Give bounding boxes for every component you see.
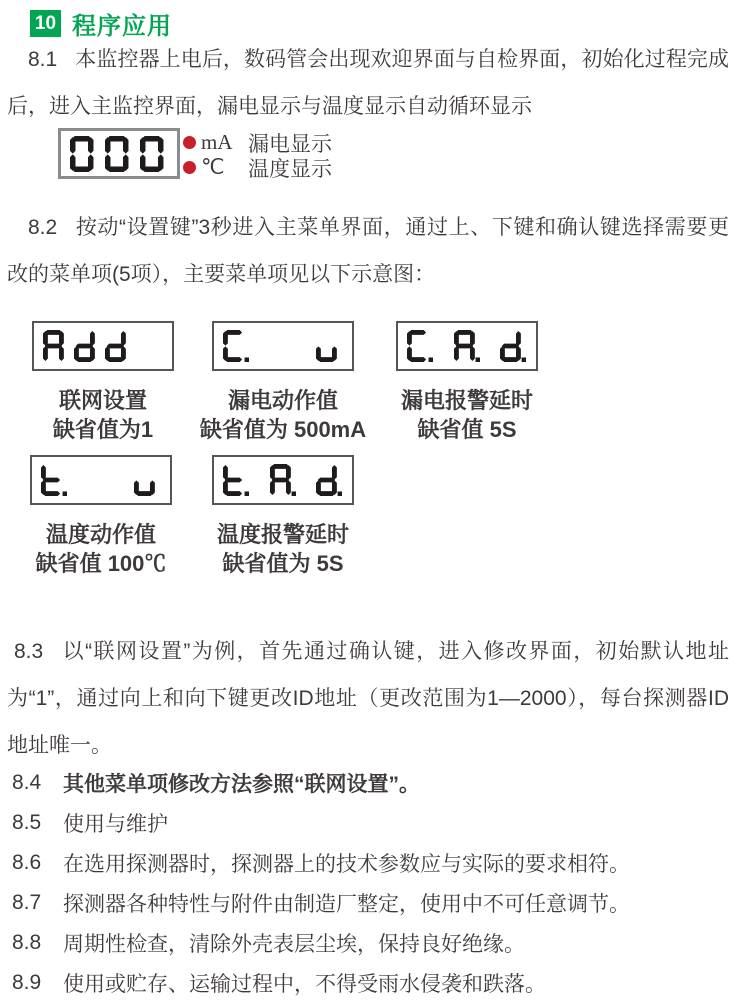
segment-digits (214, 457, 352, 503)
paragraph-text: 本监控器上电后，数码管会出现欢迎界面与自检界面，初始化过程完成后，进入主监控界面，漏电显示与温度显示自动循环显示 (7, 48, 729, 118)
led-dot-icon (183, 136, 196, 149)
menu-item-name: 漏电动作值 (227, 388, 338, 413)
list-item-number: 8.4 (12, 771, 42, 794)
menu-display-item (6, 455, 196, 578)
segment-digits (34, 323, 172, 369)
segment-digit (223, 464, 250, 496)
indicator-label: 温度显示 (248, 157, 332, 181)
menu-display-item (8, 321, 198, 444)
segment-digit (407, 330, 434, 362)
segment-digit (223, 330, 250, 362)
list-item-text: 探测器各种特性与附件由制造厂整定，使用中不可任意调节。 (63, 893, 630, 916)
paragraph-number: 8.1 (28, 48, 58, 71)
segment-digits (32, 457, 170, 503)
segment-digit (270, 330, 297, 362)
list-item (12, 843, 736, 883)
list-item (12, 963, 736, 1003)
segment-digits (398, 323, 536, 369)
instruction-list (12, 763, 736, 1003)
segment-digit (454, 330, 481, 362)
paragraph-text: 按动“设置键”3秒进入主菜单界面，通过上、下键和确认键选择需要更改的菜单项(5项），主要菜单项见以下示意图： (7, 216, 729, 286)
menu-item-name: 温度报警延时 (216, 522, 349, 547)
menu-item-name: 漏电报警延时 (400, 388, 533, 413)
indicator-row (183, 155, 332, 180)
menu-item-name: 温度动作值 (45, 522, 156, 547)
segment-digit (105, 330, 132, 362)
segment-digit (270, 464, 297, 496)
menu-item-name: 联网设置 (58, 388, 147, 413)
segment-digit (41, 464, 68, 496)
list-item-number: 8.7 (12, 891, 42, 914)
segment-display-box (396, 321, 538, 371)
paragraph-8-2 (7, 204, 729, 298)
list-item-text: 在选用探测器时，探测器上的技术参数应与实际的要求相符。 (63, 853, 630, 876)
menu-item-default-value: 缺省值为 500mA (199, 417, 367, 442)
menu-item-default-value: 缺省值 5S (417, 417, 517, 442)
section-title: 程序应用 (72, 13, 172, 40)
paragraph-8-1 (7, 36, 729, 130)
list-item (12, 803, 736, 843)
list-item-number: 8.5 (12, 811, 42, 834)
segment-digits (214, 323, 352, 369)
segment-display-box (212, 455, 354, 505)
segment-digit (134, 464, 161, 496)
display-mode-indicators (183, 130, 332, 180)
list-item-number: 8.9 (12, 971, 42, 994)
list-item-text: 使用与维护 (63, 813, 168, 836)
list-item (12, 763, 736, 803)
list-item-text: 周期性检查，清除外壳表层尘埃，保持良好绝缘。 (63, 933, 525, 956)
paragraph-number: 8.2 (28, 216, 58, 239)
menu-item-default-value: 缺省值为 5S (222, 551, 344, 576)
segment-display-box (212, 321, 354, 371)
section-number-badge: 10 (30, 10, 61, 37)
list-item-number: 8.6 (12, 851, 42, 874)
paragraph-text: 以“联网设置”为例，首先通过确认键，进入修改界面，初始默认地址为“1”，通过向上和向下键更改ID地址（更改范围为1—2000），每台探测器ID地址唯一。 (7, 640, 729, 757)
segment-display-box (32, 321, 174, 371)
menu-display-item (188, 321, 378, 444)
indicator-row (183, 130, 332, 155)
menu-item-default-value: 缺省值为1 (52, 417, 154, 442)
list-item (12, 883, 736, 923)
menu-item-default-value: 缺省值 100℃ (35, 551, 167, 576)
indicator-unit: ℃ (201, 155, 225, 179)
segment-digit (70, 136, 99, 172)
segment-digits (61, 131, 177, 176)
list-item (12, 923, 736, 963)
paragraph-8-3 (7, 628, 729, 769)
led-dot-icon (183, 161, 196, 174)
list-item-text: 使用或贮存、运输过程中，不得受雨水侵袭和跌落。 (63, 973, 546, 996)
list-item-text: 其他菜单项修改方法参照“联网设置”。 (63, 773, 420, 796)
segment-digit (500, 330, 527, 362)
segment-digit (140, 136, 169, 172)
indicator-label: 漏电显示 (248, 132, 332, 156)
paragraph-number: 8.3 (14, 640, 44, 663)
segment-digit (74, 330, 101, 362)
indicator-unit: mA (201, 130, 233, 154)
main-seven-segment-display (58, 128, 180, 179)
list-item-number: 8.8 (12, 931, 42, 954)
segment-digit (316, 330, 343, 362)
menu-display-item (188, 455, 378, 578)
segment-digit (105, 136, 134, 172)
segment-display-box (30, 455, 172, 505)
segment-digit (43, 330, 70, 362)
segment-digit (88, 464, 115, 496)
menu-display-item (372, 321, 562, 444)
segment-digit (316, 464, 343, 496)
